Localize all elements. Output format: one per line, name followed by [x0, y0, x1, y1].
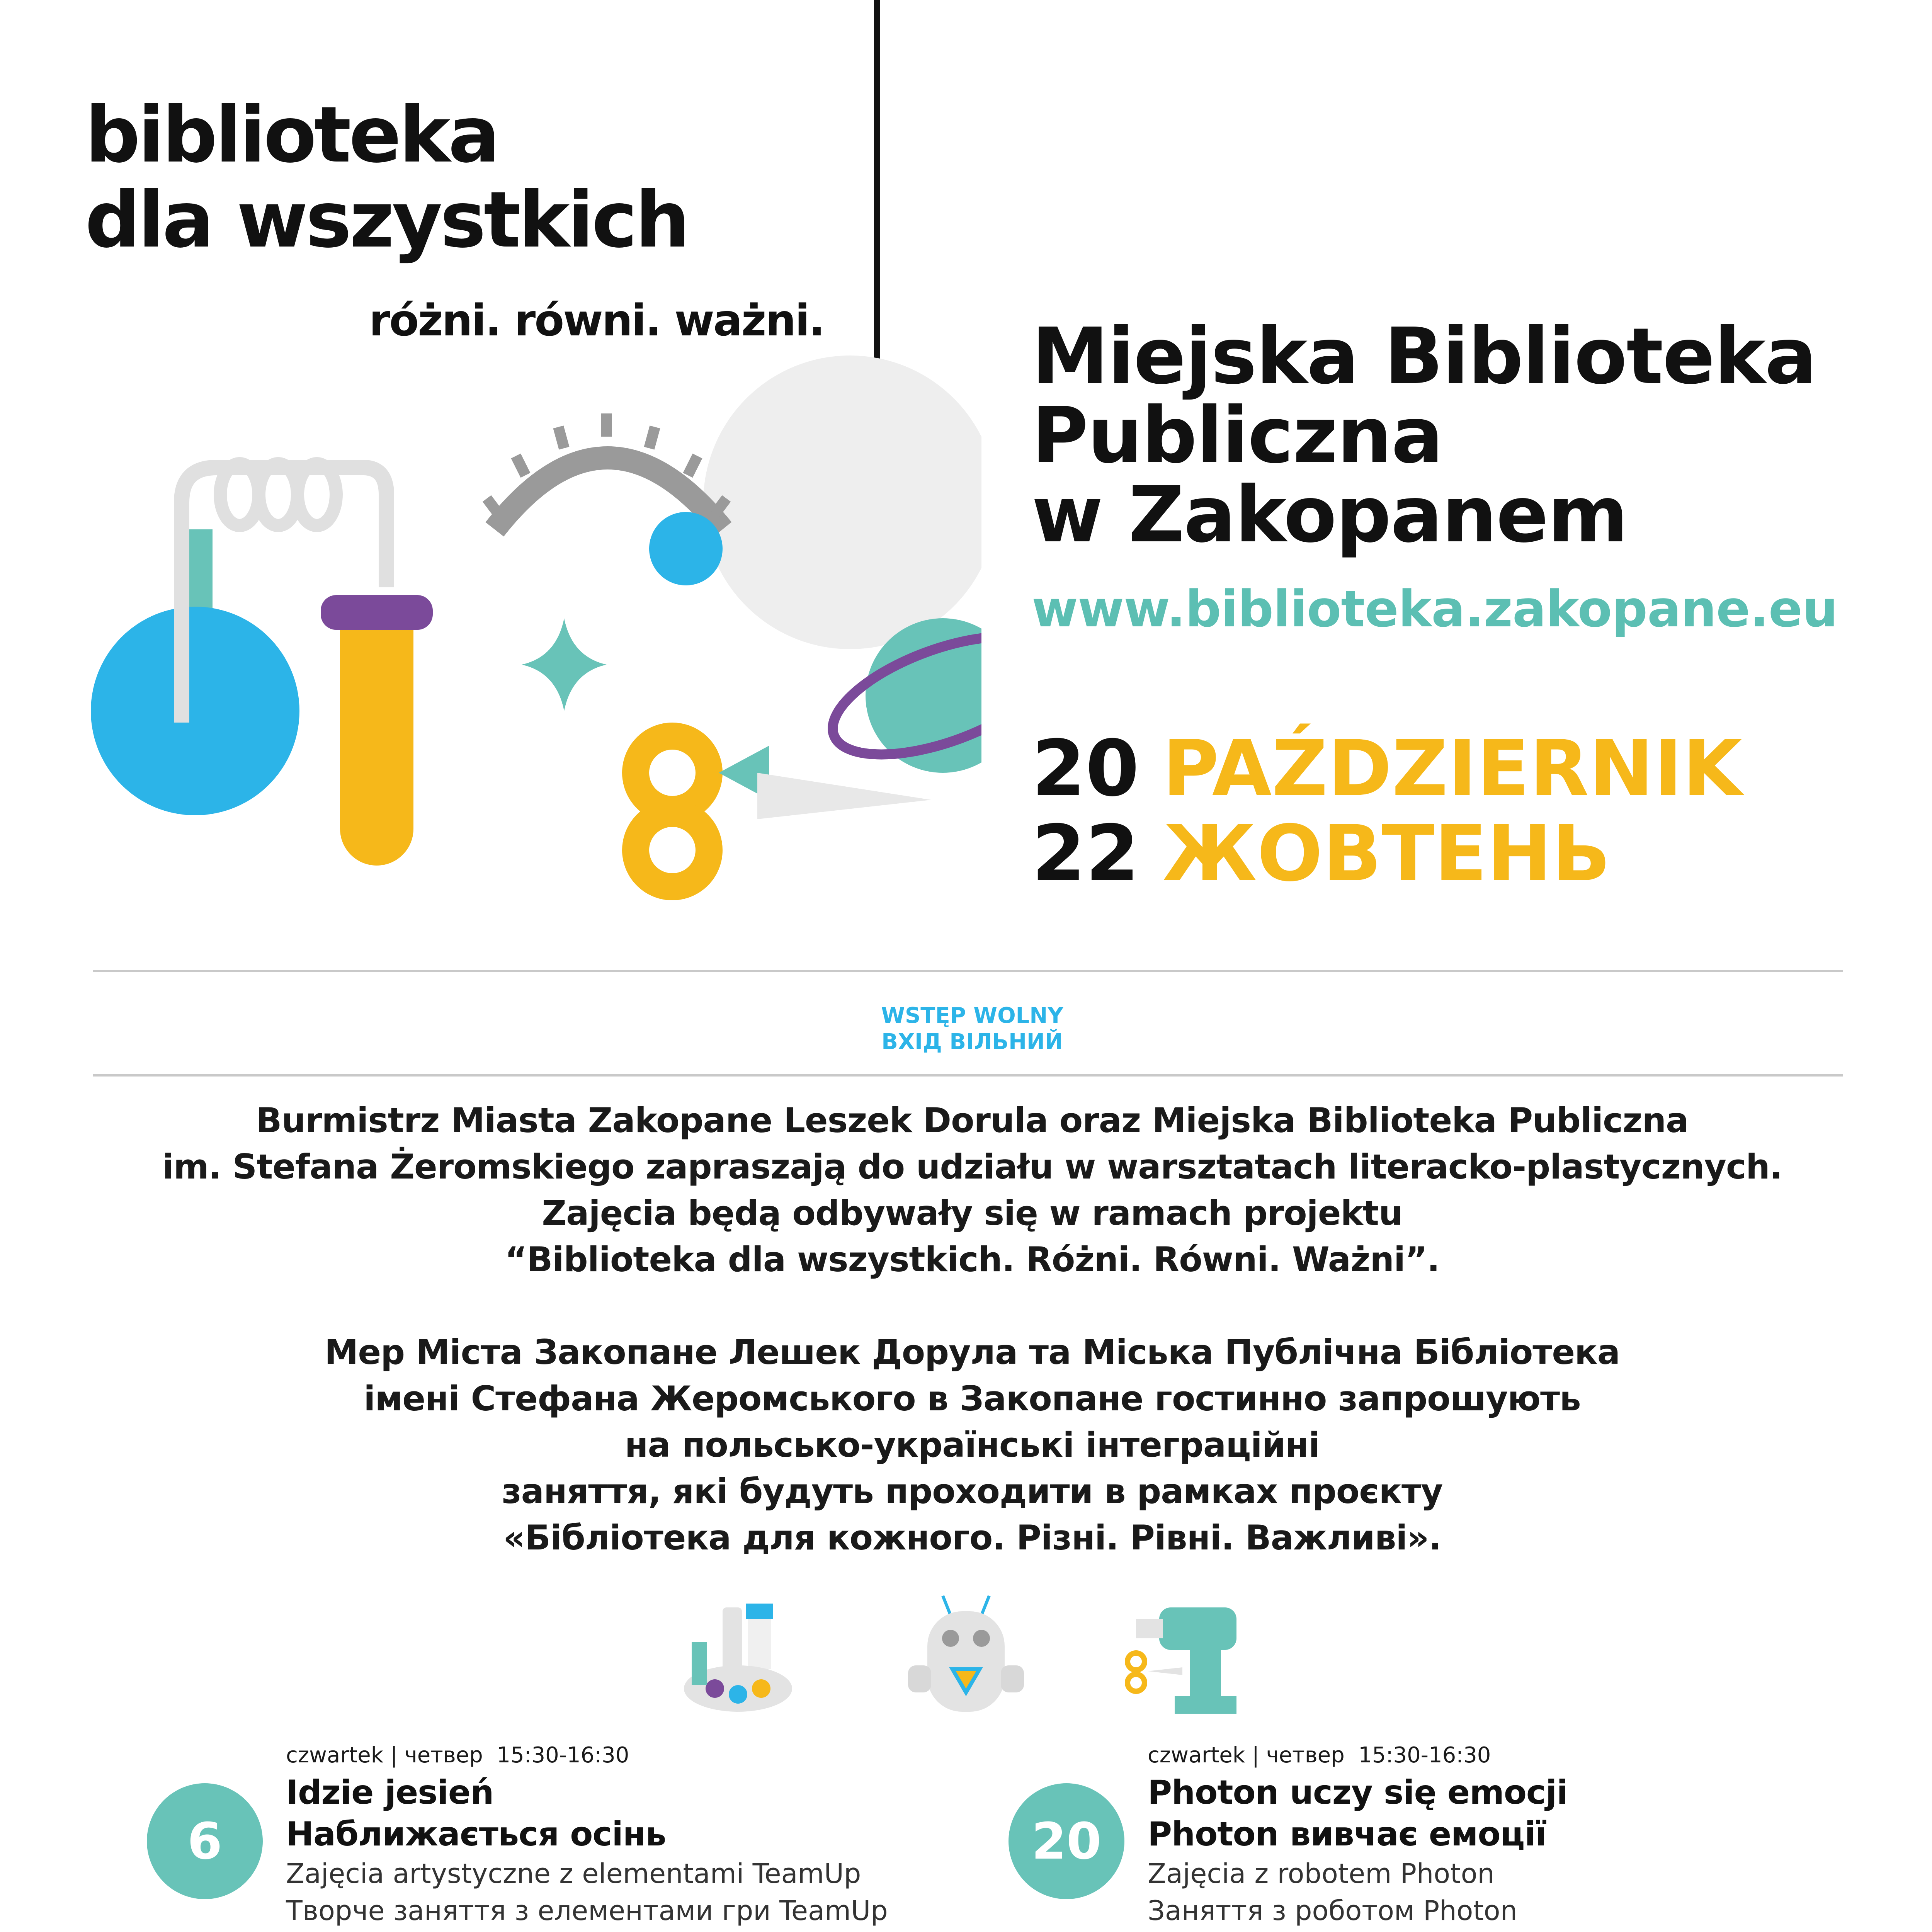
- logo-line1: biblioteka: [85, 90, 498, 180]
- intro-pl-line: Burmistrz Miasta Zakopane Leszek Dorula oraz Miejska Biblioteka Publiczna: [256, 1100, 1689, 1140]
- event-description: Творче заняття з елементами гри TeamUp: [286, 1895, 888, 1927]
- event-day-label: czwartek | четвер: [1148, 1743, 1345, 1768]
- intro-ua: [0, 1329, 1932, 1561]
- event-meta: [286, 1743, 888, 1768]
- intro-ua-line: «Бібліотека для кожного. Різні. Рівні. Важливі».: [503, 1518, 1441, 1558]
- free-entry: [0, 1003, 1932, 1055]
- title-line-3: w Zakopanem: [1032, 470, 1628, 560]
- month-pl: PAŹDZIERNIK: [1162, 724, 1743, 814]
- event-time: 15:30-16:30: [1358, 1743, 1491, 1768]
- intro-pl: [0, 1097, 1932, 1283]
- divider-top: [93, 970, 1843, 972]
- intro-ua-line: на польсько-українські інтеграційні: [624, 1425, 1320, 1465]
- website-link[interactable]: www.biblioteka.zakopane.eu: [1032, 580, 1838, 638]
- robot-icon: [904, 1592, 1028, 1716]
- event-title: Photon вивчає емоції: [1148, 1815, 1547, 1854]
- free-entry-ua: ВХІД ВІЛЬНИЙ: [881, 1029, 1063, 1054]
- eye-pupil-icon: [649, 512, 723, 585]
- event-time: 15:30-16:30: [497, 1743, 629, 1768]
- event-description: Заняття з роботом Photon: [1148, 1895, 1517, 1927]
- event-card: [1009, 1743, 1568, 1929]
- event-title: Наближається осінь: [286, 1815, 666, 1854]
- intro-ua-line: імені Стефана Жеромського в Закопане гостинно запрошують: [364, 1379, 1581, 1418]
- event-title: Photon uczy się emocji: [1148, 1773, 1568, 1812]
- intro-pl-line: “Biblioteka dla wszystkich. Różni. Równi. Ważni”.: [505, 1240, 1440, 1279]
- tagline: różni. równi. ważni.: [369, 296, 824, 346]
- intro-pl-line: Zajęcia będą odbywały się w ramach projektu: [542, 1193, 1403, 1233]
- title-line-2: Publiczna: [1032, 391, 1443, 481]
- event-meta: [1148, 1743, 1568, 1768]
- drill-icon: [1121, 1592, 1252, 1716]
- grey-circle-shape: [703, 355, 981, 649]
- intro-pl-line: im. Stefana Żeromskiego zapraszają do udziału w warsztatach literacko-plastycznych.: [162, 1147, 1782, 1187]
- flask-icon: [91, 607, 299, 815]
- science-illustration: [70, 317, 981, 920]
- art-supplies-icon: [680, 1592, 804, 1716]
- event-date-badge: 6: [147, 1783, 263, 1899]
- test-tube-cap: [321, 595, 433, 630]
- month-ua: ЖОВТЕНЬ: [1162, 809, 1611, 899]
- event-description: Zajęcia artystyczne z elementami TeamUp: [286, 1858, 861, 1889]
- date-block: [1032, 724, 1743, 899]
- library-title: [1032, 311, 1816, 560]
- event-description: Zajęcia z robotem Photon: [1148, 1858, 1495, 1889]
- sparkle-icon: [522, 618, 607, 711]
- title-line-1: Miejska Biblioteka: [1032, 311, 1816, 401]
- free-entry-pl: WSTĘP WOLNY: [881, 1003, 1063, 1028]
- logo-line2: dla wszystkich: [85, 175, 688, 265]
- event-date-badge: 20: [1009, 1783, 1124, 1899]
- intro-ua-line: Мер Міста Закопане Лешек Дорула та Міська Публічна Бібліотека: [324, 1332, 1620, 1372]
- intro-ua-line: заняття, які будуть проходити в рамках проєкту: [502, 1471, 1443, 1511]
- year-top: 20: [1032, 724, 1139, 814]
- event-card: [147, 1743, 888, 1929]
- event-day-label: czwartek | четвер: [286, 1743, 483, 1768]
- year-bottom: 22: [1032, 809, 1139, 899]
- divider-bottom: [93, 1074, 1843, 1077]
- logo: [85, 90, 688, 265]
- event-title: Idzie jesień: [286, 1773, 494, 1812]
